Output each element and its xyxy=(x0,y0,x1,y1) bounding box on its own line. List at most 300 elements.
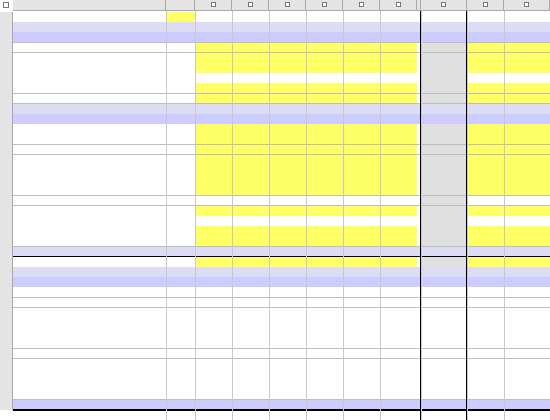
row-label[interactable] xyxy=(13,216,166,226)
value-cell[interactable] xyxy=(421,53,467,63)
value-cell[interactable] xyxy=(306,196,343,206)
row-label[interactable] xyxy=(13,247,166,257)
outline-toggle-icon[interactable] xyxy=(483,2,488,7)
value-cell[interactable] xyxy=(269,43,306,53)
value-cell[interactable] xyxy=(343,236,380,246)
row-label[interactable] xyxy=(13,277,166,287)
value-cell[interactable] xyxy=(421,287,467,297)
value-cell[interactable] xyxy=(467,369,504,379)
value-cell[interactable] xyxy=(421,155,467,165)
value-cell[interactable] xyxy=(504,53,550,63)
value-cell[interactable] xyxy=(421,379,467,389)
value-cell[interactable] xyxy=(269,22,306,32)
value-cell[interactable] xyxy=(467,145,504,155)
value-cell[interactable] xyxy=(504,165,550,175)
value-cell[interactable] xyxy=(343,277,380,287)
value-cell[interactable] xyxy=(467,216,504,226)
value-cell[interactable] xyxy=(467,165,504,175)
value-cell[interactable] xyxy=(306,165,343,175)
row-label[interactable] xyxy=(13,145,166,155)
value-cell[interactable] xyxy=(380,359,417,369)
row-label[interactable] xyxy=(13,379,166,389)
value-cell[interactable] xyxy=(421,328,467,338)
column-header[interactable] xyxy=(13,0,166,11)
value-cell[interactable] xyxy=(343,328,380,338)
value-cell[interactable] xyxy=(269,165,306,175)
value-cell[interactable] xyxy=(232,298,269,308)
value-cell[interactable] xyxy=(421,83,467,93)
value-cell[interactable] xyxy=(467,175,504,185)
value-cell[interactable] xyxy=(269,308,306,318)
row-number[interactable] xyxy=(0,104,13,114)
value-cell[interactable] xyxy=(467,359,504,369)
value-cell[interactable] xyxy=(306,185,343,195)
value-cell[interactable] xyxy=(380,328,417,338)
value-cell[interactable] xyxy=(195,114,232,124)
value-cell[interactable] xyxy=(504,196,550,206)
row-label[interactable] xyxy=(13,206,166,216)
value-cell[interactable] xyxy=(195,308,232,318)
value-cell[interactable] xyxy=(269,155,306,165)
row-number[interactable] xyxy=(0,43,13,53)
value-cell[interactable] xyxy=(269,236,306,246)
value-cell[interactable] xyxy=(421,247,467,257)
value-cell[interactable] xyxy=(504,389,550,399)
value-cell[interactable] xyxy=(421,175,467,185)
value-cell[interactable] xyxy=(269,318,306,328)
value-cell[interactable] xyxy=(306,277,343,287)
row-number[interactable] xyxy=(0,216,13,226)
value-cell[interactable] xyxy=(306,145,343,155)
value-cell[interactable] xyxy=(467,94,504,104)
value-cell[interactable] xyxy=(195,216,232,226)
value-cell[interactable] xyxy=(269,124,306,134)
value-cell[interactable] xyxy=(343,165,380,175)
row-number[interactable] xyxy=(0,359,13,369)
value-cell[interactable] xyxy=(306,114,343,124)
value-cell[interactable] xyxy=(306,257,343,267)
value-cell[interactable] xyxy=(421,134,467,144)
value-cell[interactable] xyxy=(343,287,380,297)
value-cell[interactable] xyxy=(467,134,504,144)
value-cell[interactable] xyxy=(343,389,380,399)
value-cell[interactable] xyxy=(467,257,504,267)
value-cell[interactable] xyxy=(467,63,504,73)
value-cell[interactable] xyxy=(269,359,306,369)
value-cell[interactable] xyxy=(380,83,417,93)
value-cell[interactable] xyxy=(269,206,306,216)
row-label[interactable] xyxy=(13,124,166,134)
value-cell[interactable] xyxy=(306,94,343,104)
value-cell[interactable] xyxy=(467,287,504,297)
value-cell[interactable] xyxy=(421,145,467,155)
row-number[interactable] xyxy=(0,12,13,22)
value-cell[interactable] xyxy=(195,389,232,399)
row-number[interactable] xyxy=(0,175,13,185)
value-cell[interactable] xyxy=(232,257,269,267)
row-number[interactable] xyxy=(0,206,13,216)
value-cell[interactable] xyxy=(306,226,343,236)
value-cell[interactable] xyxy=(467,73,504,83)
value-cell[interactable] xyxy=(306,338,343,348)
value-cell[interactable] xyxy=(195,328,232,338)
value-cell[interactable] xyxy=(504,114,550,124)
value-cell[interactable] xyxy=(467,83,504,93)
value-cell[interactable] xyxy=(195,400,232,410)
value-cell[interactable] xyxy=(343,94,380,104)
value-cell[interactable] xyxy=(380,389,417,399)
value-cell[interactable] xyxy=(467,379,504,389)
value-cell[interactable] xyxy=(421,369,467,379)
value-cell[interactable] xyxy=(504,22,550,32)
value-cell[interactable] xyxy=(343,155,380,165)
row-number[interactable] xyxy=(0,287,13,297)
value-cell[interactable] xyxy=(343,104,380,114)
value-cell[interactable] xyxy=(306,379,343,389)
value-cell[interactable] xyxy=(421,349,467,359)
value-cell[interactable] xyxy=(195,145,232,155)
row-number[interactable] xyxy=(0,145,13,155)
value-cell[interactable] xyxy=(504,226,550,236)
value-cell[interactable] xyxy=(232,53,269,63)
value-cell[interactable] xyxy=(467,104,504,114)
value-cell[interactable] xyxy=(232,175,269,185)
value-cell[interactable] xyxy=(343,369,380,379)
value-cell[interactable] xyxy=(380,124,417,134)
row-label[interactable] xyxy=(13,196,166,206)
value-cell[interactable] xyxy=(195,175,232,185)
value-cell[interactable] xyxy=(195,32,232,42)
value-cell[interactable] xyxy=(232,389,269,399)
value-cell[interactable] xyxy=(195,277,232,287)
value-cell[interactable] xyxy=(343,318,380,328)
value-cell[interactable] xyxy=(380,349,417,359)
value-cell[interactable] xyxy=(421,277,467,287)
value-cell[interactable] xyxy=(306,73,343,83)
value-cell[interactable] xyxy=(232,308,269,318)
value-cell[interactable] xyxy=(380,400,417,410)
value-cell[interactable] xyxy=(343,145,380,155)
value-cell[interactable] xyxy=(195,134,232,144)
value-cell[interactable] xyxy=(269,53,306,63)
value-cell[interactable] xyxy=(343,267,380,277)
value-cell[interactable] xyxy=(195,257,232,267)
row-label[interactable] xyxy=(13,226,166,236)
value-cell[interactable] xyxy=(269,298,306,308)
row-label[interactable] xyxy=(13,400,166,410)
value-cell[interactable] xyxy=(232,247,269,257)
row-number[interactable] xyxy=(0,328,13,338)
value-cell[interactable] xyxy=(343,114,380,124)
value-cell[interactable] xyxy=(195,94,232,104)
row-label[interactable] xyxy=(13,12,166,22)
value-cell[interactable] xyxy=(504,83,550,93)
value-cell[interactable] xyxy=(380,145,417,155)
value-cell[interactable] xyxy=(421,267,467,277)
value-cell[interactable] xyxy=(343,73,380,83)
value-cell[interactable] xyxy=(306,308,343,318)
row-number[interactable] xyxy=(0,257,13,267)
value-cell[interactable] xyxy=(467,114,504,124)
value-cell[interactable] xyxy=(232,369,269,379)
value-cell[interactable] xyxy=(306,287,343,297)
value-cell[interactable] xyxy=(467,185,504,195)
row-number[interactable] xyxy=(0,73,13,83)
value-cell[interactable] xyxy=(269,104,306,114)
value-cell[interactable] xyxy=(467,53,504,63)
row-label[interactable] xyxy=(13,338,166,348)
outline-toggle-icon[interactable] xyxy=(322,2,327,7)
row-number[interactable] xyxy=(0,369,13,379)
value-cell[interactable] xyxy=(343,226,380,236)
row-label[interactable] xyxy=(13,22,166,32)
value-cell[interactable] xyxy=(380,73,417,83)
value-cell[interactable] xyxy=(306,104,343,114)
value-cell[interactable] xyxy=(232,379,269,389)
value-cell[interactable] xyxy=(504,134,550,144)
value-cell[interactable] xyxy=(269,379,306,389)
row-number[interactable] xyxy=(0,165,13,175)
value-cell[interactable] xyxy=(269,73,306,83)
value-cell[interactable] xyxy=(343,12,380,22)
row-number[interactable] xyxy=(0,379,13,389)
row-number[interactable] xyxy=(0,389,13,399)
value-cell[interactable] xyxy=(421,318,467,328)
value-cell[interactable] xyxy=(306,22,343,32)
value-cell[interactable] xyxy=(504,185,550,195)
value-cell[interactable] xyxy=(504,349,550,359)
value-cell[interactable] xyxy=(380,338,417,348)
row-number[interactable] xyxy=(0,155,13,165)
value-cell[interactable] xyxy=(232,12,269,22)
value-cell[interactable] xyxy=(195,73,232,83)
value-cell[interactable] xyxy=(269,247,306,257)
value-cell[interactable] xyxy=(421,22,467,32)
row-number[interactable] xyxy=(0,185,13,195)
row-label[interactable] xyxy=(13,328,166,338)
value-cell[interactable] xyxy=(421,257,467,267)
value-cell[interactable] xyxy=(269,216,306,226)
value-cell[interactable] xyxy=(421,73,467,83)
outline-toggle-icon[interactable] xyxy=(211,2,216,7)
row-number[interactable] xyxy=(0,124,13,134)
value-cell[interactable] xyxy=(421,400,467,410)
value-cell[interactable] xyxy=(232,165,269,175)
row-number[interactable] xyxy=(0,22,13,32)
outline-toggle-icon[interactable] xyxy=(248,2,253,7)
value-cell[interactable] xyxy=(269,94,306,104)
value-cell[interactable] xyxy=(343,83,380,93)
value-cell[interactable] xyxy=(380,185,417,195)
value-cell[interactable] xyxy=(195,369,232,379)
value-cell[interactable] xyxy=(195,155,232,165)
value-cell[interactable] xyxy=(343,257,380,267)
value-cell[interactable] xyxy=(504,369,550,379)
row-label[interactable] xyxy=(13,298,166,308)
outline-toggle-icon[interactable] xyxy=(359,2,364,7)
value-cell[interactable] xyxy=(195,236,232,246)
value-cell[interactable] xyxy=(232,328,269,338)
row-number[interactable] xyxy=(0,94,13,104)
value-cell[interactable] xyxy=(380,267,417,277)
value-cell[interactable] xyxy=(306,134,343,144)
value-cell[interactable] xyxy=(467,267,504,277)
value-cell[interactable] xyxy=(232,32,269,42)
value-cell[interactable] xyxy=(269,349,306,359)
value-cell[interactable] xyxy=(467,328,504,338)
value-cell[interactable] xyxy=(504,94,550,104)
value-cell[interactable] xyxy=(421,12,467,22)
value-cell[interactable] xyxy=(232,22,269,32)
row-number[interactable] xyxy=(0,114,13,124)
value-cell[interactable] xyxy=(421,216,467,226)
value-cell[interactable] xyxy=(195,165,232,175)
row-label[interactable] xyxy=(13,32,166,42)
value-cell[interactable] xyxy=(380,308,417,318)
value-cell[interactable] xyxy=(232,155,269,165)
value-cell[interactable] xyxy=(232,63,269,73)
value-cell[interactable] xyxy=(195,298,232,308)
row-label[interactable] xyxy=(13,53,166,63)
value-cell[interactable] xyxy=(467,43,504,53)
row-number[interactable] xyxy=(0,277,13,287)
value-cell[interactable] xyxy=(380,22,417,32)
value-cell[interactable] xyxy=(421,124,467,134)
value-cell[interactable] xyxy=(306,400,343,410)
value-cell[interactable] xyxy=(232,196,269,206)
row-label[interactable] xyxy=(13,287,166,297)
value-cell[interactable] xyxy=(421,63,467,73)
value-cell[interactable] xyxy=(306,83,343,93)
value-cell[interactable] xyxy=(504,287,550,297)
value-cell[interactable] xyxy=(195,349,232,359)
value-cell[interactable] xyxy=(195,206,232,216)
value-cell[interactable] xyxy=(269,12,306,22)
value-cell[interactable] xyxy=(467,400,504,410)
row-label[interactable] xyxy=(13,165,166,175)
value-cell[interactable] xyxy=(232,185,269,195)
value-cell[interactable] xyxy=(306,349,343,359)
value-cell[interactable] xyxy=(380,94,417,104)
value-cell[interactable] xyxy=(306,63,343,73)
value-cell[interactable] xyxy=(343,32,380,42)
value-cell[interactable] xyxy=(504,104,550,114)
value-cell[interactable] xyxy=(306,298,343,308)
value-cell[interactable] xyxy=(343,349,380,359)
row-label[interactable] xyxy=(13,114,166,124)
value-cell[interactable] xyxy=(306,155,343,165)
value-cell[interactable] xyxy=(421,32,467,42)
row-number[interactable] xyxy=(0,196,13,206)
row-label[interactable] xyxy=(13,43,166,53)
value-cell[interactable] xyxy=(504,43,550,53)
value-cell[interactable] xyxy=(306,236,343,246)
value-cell[interactable] xyxy=(269,277,306,287)
value-cell[interactable] xyxy=(380,53,417,63)
value-cell[interactable] xyxy=(467,155,504,165)
value-cell[interactable] xyxy=(467,236,504,246)
value-cell[interactable] xyxy=(195,185,232,195)
value-cell[interactable] xyxy=(504,145,550,155)
value-cell[interactable] xyxy=(343,359,380,369)
value-cell[interactable] xyxy=(195,247,232,257)
value-cell[interactable] xyxy=(232,359,269,369)
value-cell[interactable] xyxy=(269,185,306,195)
value-cell[interactable] xyxy=(343,196,380,206)
value-cell[interactable] xyxy=(504,12,550,22)
value-cell[interactable] xyxy=(232,267,269,277)
row-label[interactable] xyxy=(13,236,166,246)
value-cell[interactable] xyxy=(232,400,269,410)
value-cell[interactable] xyxy=(421,196,467,206)
value-cell[interactable] xyxy=(504,124,550,134)
column-header[interactable] xyxy=(166,0,195,11)
value-cell[interactable] xyxy=(421,185,467,195)
value-cell[interactable] xyxy=(380,369,417,379)
value-cell[interactable] xyxy=(421,298,467,308)
value-cell[interactable] xyxy=(269,287,306,297)
value-cell[interactable] xyxy=(380,155,417,165)
value-cell[interactable] xyxy=(504,175,550,185)
value-cell[interactable] xyxy=(195,318,232,328)
value-cell[interactable] xyxy=(306,318,343,328)
outline-toggle-icon[interactable] xyxy=(441,2,446,7)
row-label[interactable] xyxy=(13,83,166,93)
value-cell[interactable] xyxy=(504,338,550,348)
value-cell[interactable] xyxy=(504,379,550,389)
row-number[interactable] xyxy=(0,318,13,328)
row-number[interactable] xyxy=(0,298,13,308)
value-cell[interactable] xyxy=(343,216,380,226)
value-cell[interactable] xyxy=(269,134,306,144)
row-number[interactable] xyxy=(0,53,13,63)
value-cell[interactable] xyxy=(380,165,417,175)
value-cell[interactable] xyxy=(232,134,269,144)
row-label[interactable] xyxy=(13,389,166,399)
value-cell[interactable] xyxy=(421,114,467,124)
value-cell[interactable] xyxy=(306,53,343,63)
row-number[interactable] xyxy=(0,134,13,144)
value-cell[interactable] xyxy=(232,338,269,348)
value-cell[interactable] xyxy=(421,165,467,175)
value-cell[interactable] xyxy=(343,247,380,257)
value-cell[interactable] xyxy=(306,175,343,185)
value-cell[interactable] xyxy=(504,32,550,42)
row-number[interactable] xyxy=(0,83,13,93)
value-cell[interactable] xyxy=(467,349,504,359)
value-cell[interactable] xyxy=(380,226,417,236)
value-cell[interactable] xyxy=(380,318,417,328)
value-cell[interactable] xyxy=(467,32,504,42)
value-cell[interactable] xyxy=(269,369,306,379)
value-cell[interactable] xyxy=(269,257,306,267)
row-label[interactable] xyxy=(13,318,166,328)
value-cell[interactable] xyxy=(504,298,550,308)
row-label[interactable] xyxy=(13,349,166,359)
value-cell[interactable] xyxy=(232,83,269,93)
value-cell[interactable] xyxy=(232,236,269,246)
value-cell[interactable] xyxy=(343,185,380,195)
value-cell[interactable] xyxy=(195,12,232,22)
value-cell[interactable] xyxy=(195,63,232,73)
value-cell[interactable] xyxy=(232,226,269,236)
value-cell[interactable] xyxy=(195,124,232,134)
value-cell[interactable] xyxy=(380,247,417,257)
value-cell[interactable] xyxy=(306,124,343,134)
value-cell[interactable] xyxy=(467,298,504,308)
value-cell[interactable] xyxy=(467,318,504,328)
value-cell[interactable] xyxy=(504,257,550,267)
